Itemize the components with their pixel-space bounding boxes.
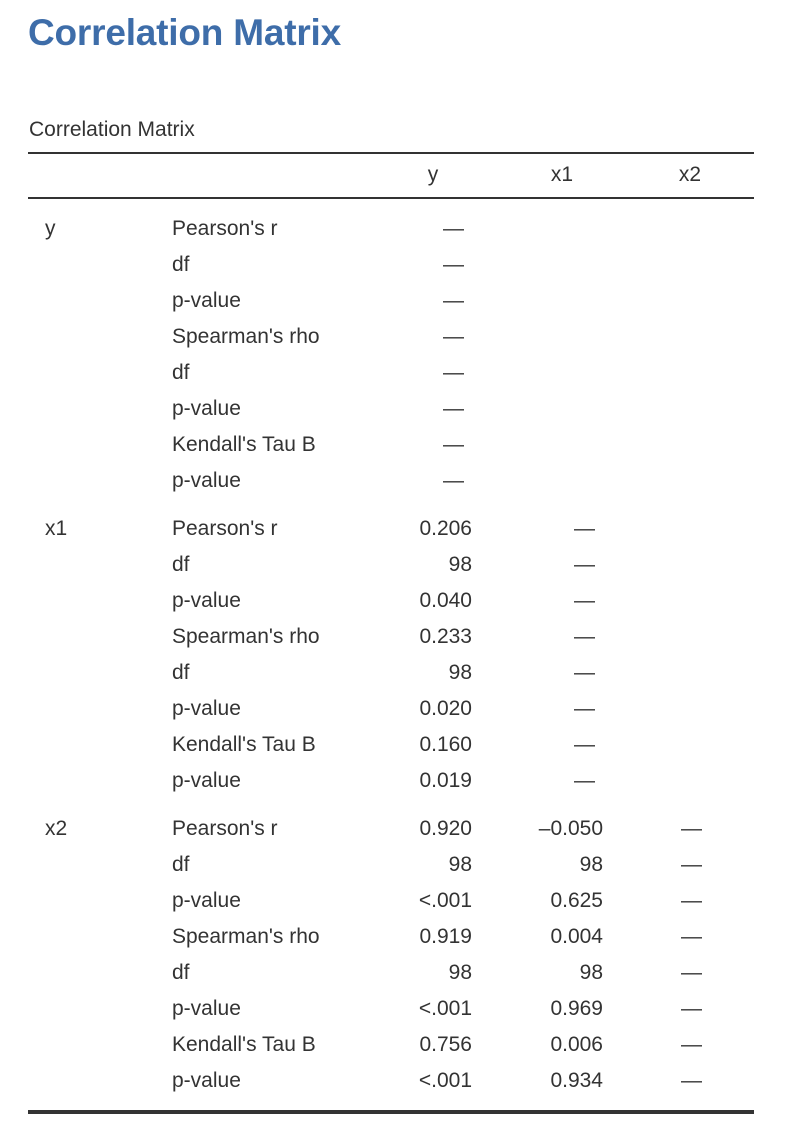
stat-label: Spearman's rho [172, 325, 320, 348]
column-header-y: y [427, 163, 439, 186]
column-header-x2: x2 [678, 163, 702, 186]
table-cell: 0.206 [419, 517, 472, 540]
column-header-x1: x1 [550, 163, 574, 186]
stat-label: Spearman's rho [172, 925, 320, 948]
stat-label: df [172, 253, 190, 276]
table-cell: 0.920 [419, 817, 472, 840]
table-cell: — [574, 625, 595, 648]
table-cell: 0.006 [550, 1033, 603, 1056]
table-cell: — [681, 817, 702, 840]
table-cell: –0.050 [538, 817, 603, 840]
stat-label: p-value [172, 289, 241, 312]
stat-label: p-value [172, 889, 241, 912]
table-cell: — [574, 733, 595, 756]
table-cell: <.001 [418, 997, 472, 1020]
table-top-rule [28, 152, 754, 154]
stat-label: Kendall's Tau B [172, 1033, 316, 1056]
table-cell: — [681, 997, 702, 1020]
table-cell: 98 [579, 961, 603, 984]
row-group-label: x1 [45, 517, 68, 540]
table-cell: 0.969 [550, 997, 603, 1020]
stat-label: Pearson's r [172, 817, 278, 840]
table-cell: 98 [448, 661, 472, 684]
table-cell: — [574, 769, 595, 792]
table-cell: — [681, 1033, 702, 1056]
table-cell: — [681, 1069, 702, 1092]
table-cell: 98 [448, 961, 472, 984]
stat-label: p-value [172, 997, 241, 1020]
stat-label: p-value [172, 469, 241, 492]
table-cell: 98 [448, 553, 472, 576]
table-cell: <.001 [418, 1069, 472, 1092]
stat-label: df [172, 853, 190, 876]
table-cell: — [443, 289, 464, 312]
table-cell: — [574, 517, 595, 540]
table-cell: — [443, 325, 464, 348]
table-bottom-rule [28, 1110, 754, 1114]
stat-label: Pearson's r [172, 217, 278, 240]
stat-label: p-value [172, 697, 241, 720]
table-title: Correlation Matrix [29, 118, 195, 141]
table-header-rule [28, 197, 754, 199]
table-cell: 0.919 [419, 925, 472, 948]
table-cell: 0.756 [419, 1033, 472, 1056]
stat-label: p-value [172, 769, 241, 792]
table-cell: — [443, 469, 464, 492]
table-cell: 0.160 [419, 733, 472, 756]
row-group-label: y [45, 217, 56, 240]
table-cell: — [443, 397, 464, 420]
table-cell: 0.019 [419, 769, 472, 792]
stat-label: Kendall's Tau B [172, 433, 316, 456]
table-cell: 0.625 [550, 889, 603, 912]
stat-label: df [172, 553, 190, 576]
row-group-label: x2 [45, 817, 68, 840]
stat-label: Pearson's r [172, 517, 278, 540]
table-cell: 98 [579, 853, 603, 876]
table-cell: — [443, 217, 464, 240]
stat-label: df [172, 361, 190, 384]
table-cell: 0.040 [419, 589, 472, 612]
table-cell: — [443, 361, 464, 384]
table-cell: <.001 [418, 889, 472, 912]
table-cell: — [681, 889, 702, 912]
table-cell: — [681, 853, 702, 876]
table-cell: — [443, 253, 464, 276]
table-cell: — [681, 961, 702, 984]
stat-label: df [172, 961, 190, 984]
stat-label: Spearman's rho [172, 625, 320, 648]
table-cell: — [443, 433, 464, 456]
table-cell: — [681, 925, 702, 948]
table-cell: — [574, 661, 595, 684]
table-cell: — [574, 553, 595, 576]
table-cell: — [574, 697, 595, 720]
stat-label: p-value [172, 397, 241, 420]
table-cell: — [574, 589, 595, 612]
stat-label: p-value [172, 1069, 241, 1092]
table-cell: 0.020 [419, 697, 472, 720]
stat-label: Kendall's Tau B [172, 733, 316, 756]
table-cell: 0.004 [550, 925, 603, 948]
table-cell: 0.934 [550, 1069, 603, 1092]
page-heading: Correlation Matrix [28, 12, 342, 53]
table-cell: 0.233 [419, 625, 472, 648]
stat-label: p-value [172, 589, 241, 612]
stat-label: df [172, 661, 190, 684]
table-cell: 98 [448, 853, 472, 876]
